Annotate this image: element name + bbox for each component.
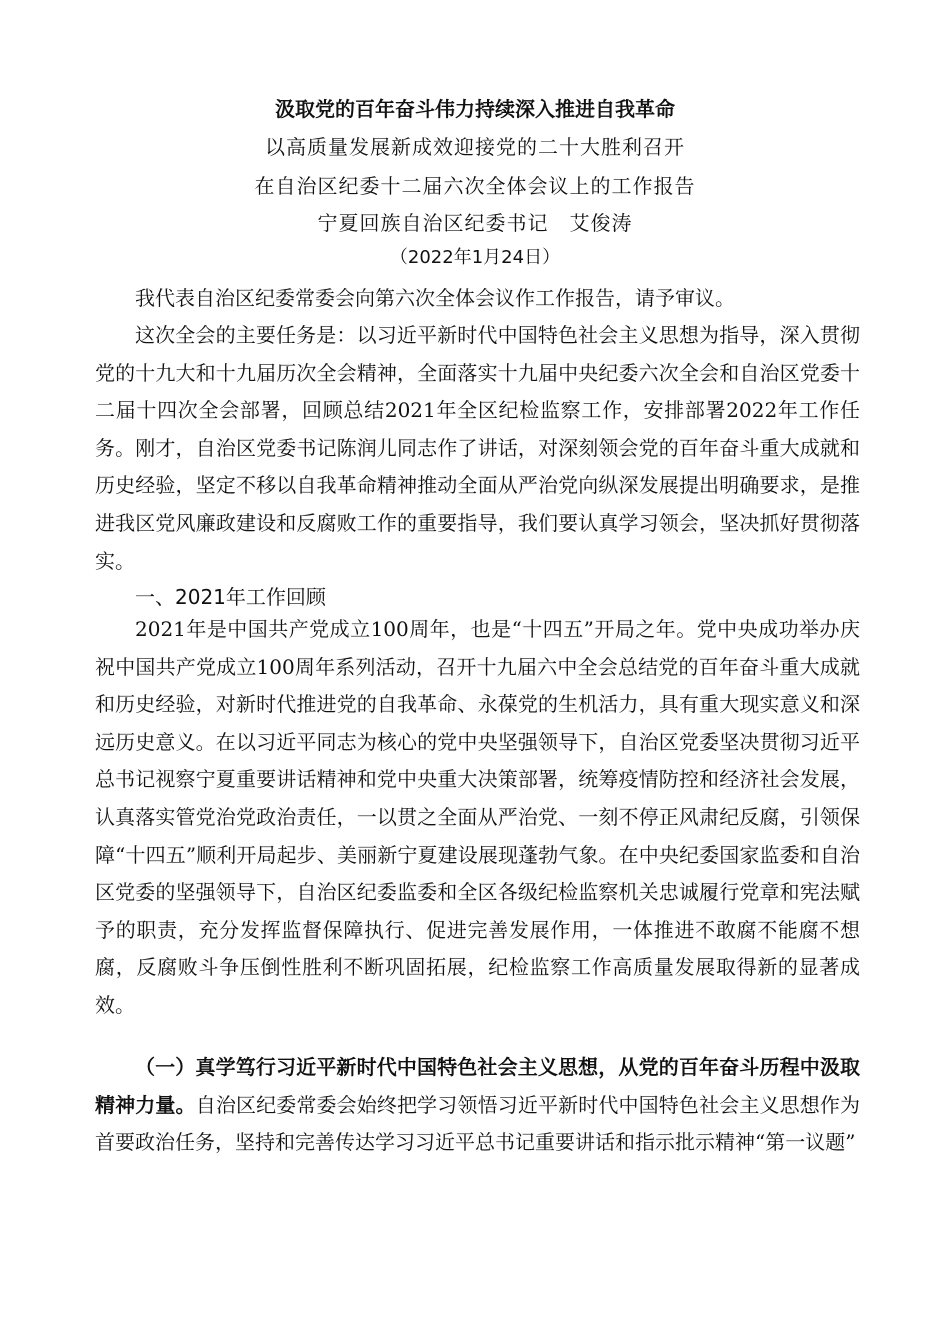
subsection-paragraph bbox=[95, 1049, 860, 1162]
author-line: 宁夏回族自治区纪委书记 艾俊涛 bbox=[317, 211, 633, 235]
report-date: （2022年1月24日） bbox=[389, 247, 561, 268]
review-paragraph: 2021年是中国共产党成立100周年，也是“十四五”开局之年。党中央成功举办庆祝中国共产党成立100周年系列活动，召开十九届六中全会总结党的百年奋斗重大成就和历史经验，对新时代推进党的自我革命、永葆党的生机活力，具有重大现实意义和深远历史意义。在以习近平同志为核心的党中央坚强领导下，自治区党委坚决贯彻习近平总书记视察宁夏重要讲话精神和党中央重大决策部署，统筹疫情防控和经济社会发展，认真落实管党治党政治责任，一以贯之全面从严治党、一刻不停正风肃纪反腐，引领保障“十四五”顺利开局起步、美丽新宁夏建设展现蓬勃气象。在中央纪委国家监委和自治区党委的坚强领导下，自治区纪委监委和全区各级纪检监察机关忠诚履行党章和宪法赋予的职责，充分发挥监督保障执行、促进完善发展作用，一体推进不敢腐不能腐不想腐，反腐败斗争压倒性胜利不断巩固拓展，纪检监察工作高质量发展取得新的显著成效。 bbox=[95, 617, 860, 1017]
report-occasion: 在自治区纪委十二届六次全体会议上的工作报告 bbox=[254, 174, 696, 198]
task-paragraph: 这次全会的主要任务是：以习近平新时代中国特色社会主义思想为指导，深入贯彻党的十九大和十九届历次全会精神，全面落实十九届中央纪委六次全会和自治区党委十二届十四次全会部署，回顾总结2021年全区纪检监察工作，安排部署2022年工作任务。刚才，自治区党委书记陈润儿同志作了讲话，对深刻领会党的百年奋斗重大成就和历史经验，坚定不移以自我革命精神推动全面从严治党向纵深发展提出明确要求，是推进我区党风廉政建设和反腐败工作的重要指导，我们要认真学习领会，坚决抓好贯彻落实。 bbox=[95, 323, 860, 573]
subsection-heading: （一）真学笃行习近平新时代中国特色社会主义思想，从党的百年奋斗历程中汲取精神力量。 bbox=[95, 1055, 860, 1117]
section-heading: 一、2021年工作回顾 bbox=[135, 585, 326, 609]
document-subtitle: 以高质量发展新成效迎接党的二十大胜利召开 bbox=[265, 135, 685, 159]
document-title: 汲取党的百年奋斗伟力持续深入推进自我革命 bbox=[275, 97, 675, 121]
subsection-text: 自治区纪委常委会始终把学习领悟习近平新时代中国特色社会主义思想作为首要政治任务，坚持和完善传达学习习近平总书记重要讲话和指示批示精神“第一议题” bbox=[95, 1092, 861, 1155]
intro-paragraph: 我代表自治区纪委常委会向第六次全体会议作工作报告，请予审议。 bbox=[135, 286, 735, 310]
